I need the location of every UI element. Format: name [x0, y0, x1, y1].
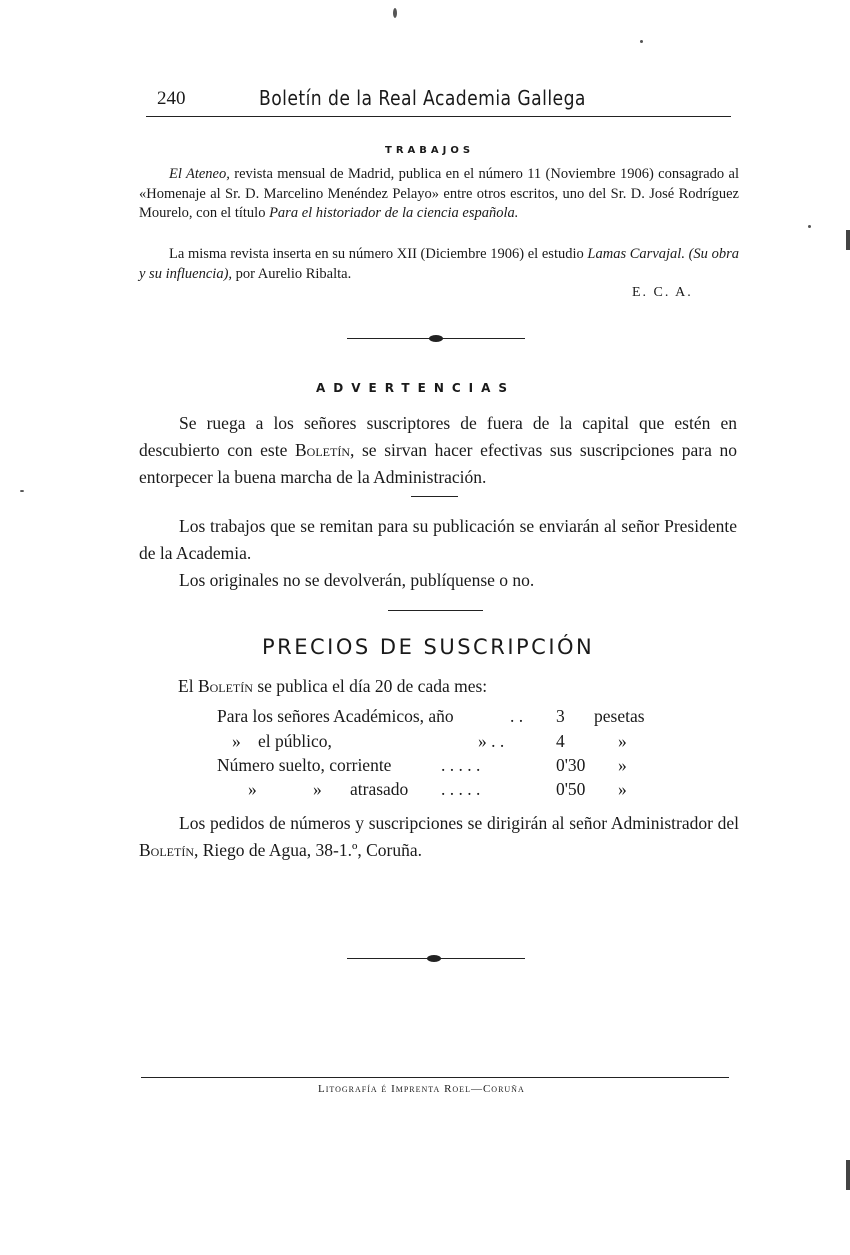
price-amount: 4	[556, 731, 565, 751]
scan-speck	[20, 490, 24, 492]
price-row	[0, 755, 850, 779]
price-unit: »	[618, 755, 627, 775]
trabajos-p2-text: La misma revista inserta en su número XII (Diciembre 1906) el estudio	[169, 246, 588, 262]
price-label: Para los señores Académicos, año	[217, 706, 454, 726]
ornament-divider	[347, 334, 525, 344]
boletin-word: Boletín	[295, 440, 350, 460]
price-unit: pesetas	[594, 706, 645, 726]
price-amount: 3	[556, 706, 565, 726]
price-label: atrasado	[350, 779, 409, 799]
scan-speck	[640, 40, 643, 43]
advertencias-heading: ADVERTENCIAS	[316, 381, 516, 395]
adv-p3-text: Los originales no se devolverán, publíquense o no.	[179, 570, 535, 590]
trabajos-p1-text: revista mensual de Madrid, publica en el número 11 (Noviembre 1906) consagrado al «Homenaje al Sr. D. Marcelino Menéndez Pelayo» entre otros escritos, uno del Sr. D. José Rodríguez Mourelo, con el título	[139, 166, 739, 221]
closing-text-a: Los pedidos de números y suscripciones se dirigirán al señor Administrador del	[179, 813, 739, 833]
ateneo-title: El Ateneo,	[169, 166, 230, 182]
trabajos-p2-tail: por Aurelio Ribalta.	[232, 265, 352, 282]
short-divider	[388, 610, 483, 611]
ditto-mark: »	[313, 779, 322, 799]
price-amount: 0'50	[556, 779, 586, 799]
short-divider	[411, 496, 458, 497]
running-title: Boletín de la Real Academia Gallega	[259, 86, 586, 110]
scan-speck	[808, 225, 811, 228]
header-rule	[146, 116, 731, 117]
closing-paragraph	[139, 810, 739, 864]
trabajos-paragraph-2	[139, 245, 739, 284]
advertencias-paragraph-2	[139, 513, 737, 594]
price-row	[0, 779, 850, 803]
page-number: 240	[157, 88, 186, 109]
price-leader: . . . . .	[441, 779, 481, 799]
scan-speck	[393, 8, 397, 18]
intro-text-b: se publica el día 20 de cada mes:	[252, 676, 488, 696]
price-amount: 0'30	[556, 755, 586, 775]
printer-imprint: Litografía é Imprenta Roel—Coruña	[318, 1083, 525, 1095]
scan-edge-mark	[846, 230, 850, 250]
price-leader: . . . . .	[441, 755, 481, 775]
price-unit: »	[618, 731, 627, 751]
boletin-word: Boletín	[197, 676, 253, 696]
advertencias-paragraph-1	[139, 410, 737, 491]
work-title-historiador: Para el historiador de la ciencia española.	[269, 205, 519, 221]
precios-heading: PRECIOS DE SUSCRIPCIÓN	[262, 635, 595, 659]
scan-edge-mark	[846, 1160, 850, 1190]
adv-p2-text: Los trabajos que se remitan para su publicación se enviarán al señor Presidente de la Academia.	[139, 516, 737, 563]
price-row	[0, 706, 850, 730]
ditto-mark: »	[232, 731, 241, 751]
boletin-word: Boletín	[139, 840, 194, 860]
adv-p1-text-b: , se sirvan hacer efectivas sus suscripciones para no entorpecer la buena marcha de la Administración.	[139, 440, 737, 487]
price-leader: » . .	[478, 731, 505, 751]
price-leader: . .	[510, 706, 524, 726]
closing-text-b: , Riego de Agua, 38-1.º, Coruña.	[194, 840, 423, 860]
precios-intro	[178, 676, 487, 697]
price-label: el público,	[258, 731, 332, 751]
price-unit: »	[618, 779, 627, 799]
signature-initials: E. C. A.	[632, 285, 693, 300]
work-title-lamas: Lamas Carvajal. (Su obra y su influencia),	[139, 246, 739, 282]
price-label: Número suelto, corriente	[217, 755, 392, 775]
page-header	[155, 86, 735, 116]
footer-rule	[141, 1077, 729, 1078]
trabajos-heading: TRABAJOS	[385, 145, 475, 156]
price-row	[0, 731, 850, 755]
intro-text-a: El	[178, 676, 198, 696]
adv-p1-text-a: Se ruega a los señores suscriptores de fuera de la capital que estén en descubierto con este	[139, 413, 737, 460]
ornament-divider	[347, 954, 525, 964]
trabajos-paragraph-1	[139, 165, 739, 224]
ditto-mark: »	[248, 779, 257, 799]
